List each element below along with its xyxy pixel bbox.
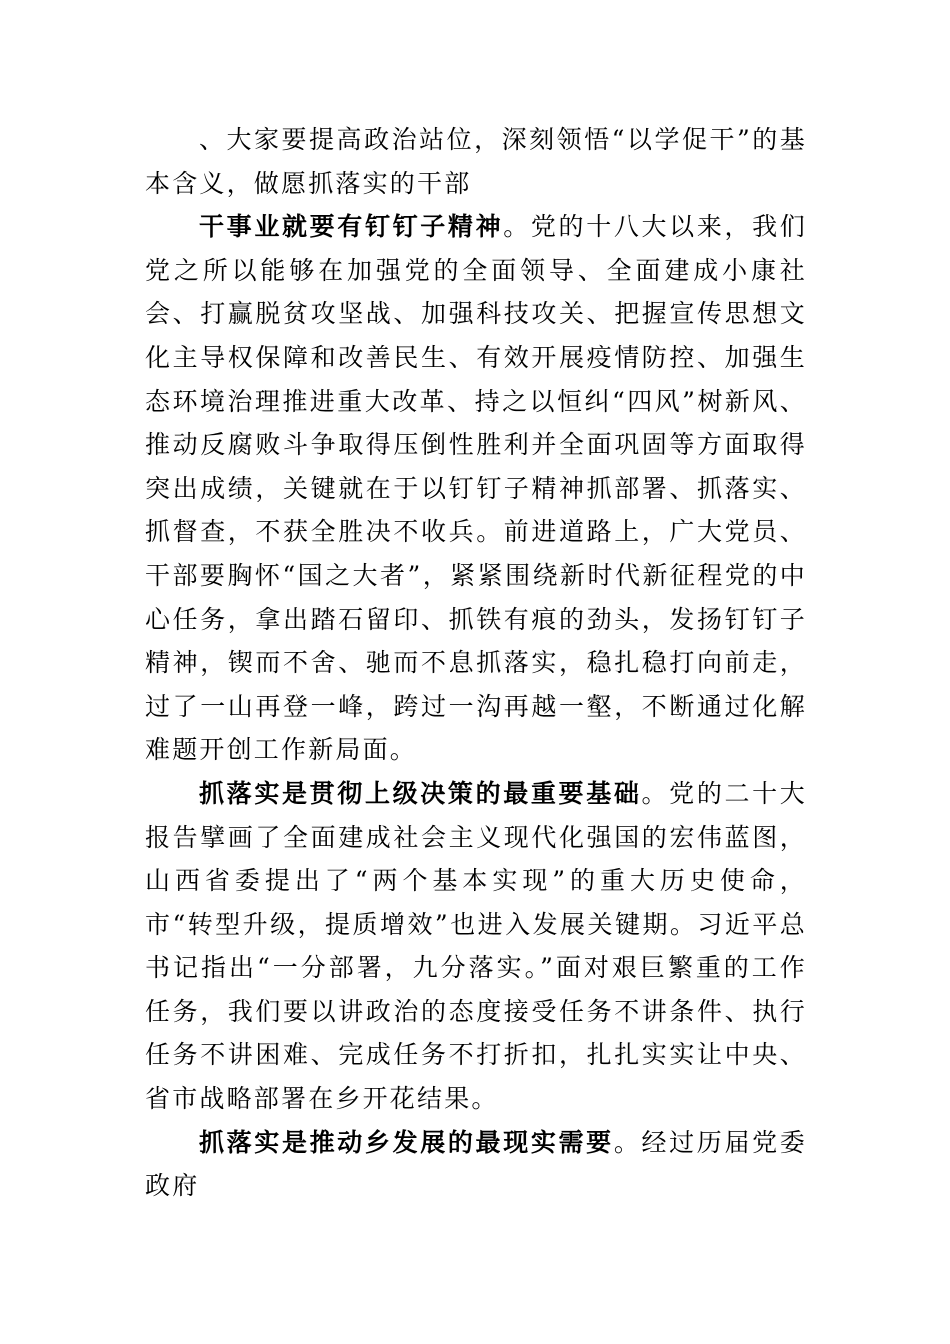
- paragraph-text: 。党的十八大以来，我们党之所以能够在加强党的全面领导、全面建成小康社会、打赢脱贫攻坚战、加强科技攻关、把握宣传思想文化主导权保障和改善民生、有效开展疫情防控、加强生态环境治理推进重大改革、持之以恒纠“四风”树新风、推动反腐败斗争取得压倒性胜利并全面巩固等方面取得突出成绩，关键就在于以钉钉子精神抓部署、抓落实、抓督查，不获全胜决不收兵。前进道路上，广大党员、干部要胸怀“国之大者”，紧紧围绕新时代新征程党的中心任务，拿出踏石留印、抓铁有痕的劲头，发扬钉钉子精神，锲而不舍、驰而不息抓落实，稳扎稳打向前走，过了一山再登一峰，跨过一沟再越一壑，不断通过化解难题开创工作新局面。: [145, 212, 808, 765]
- paragraph-heading: 抓落实是贯彻上级决策的最重要基础: [199, 778, 642, 808]
- paragraph-text: 、大家要提高政治站位，深刻领悟“以学促干”的基本含义，做愿抓落实的干部: [145, 125, 807, 198]
- paragraph-text: 。党的二十大报告擘画了全面建成社会主义现代化强国的宏伟蓝图，山西省委提出了“两个基本实现”的重大历史使命，市“转型升级，提质增效”也进入发展关键期。习近平总书记指出“一分部署，九分落实。”面对艰巨繁重的工作任务，我们要以讲政治的态度接受任务不讲条件、执行任务不讲困难、完成任务不打折扣，扎扎实实让中央、省市战略部署在乡开花结果。: [145, 778, 808, 1114]
- paragraph-nail-spirit: [145, 205, 807, 772]
- paragraph-intro: [145, 118, 807, 205]
- document-body: [145, 118, 807, 1208]
- paragraph-heading: 抓落实是推动乡发展的最现实需要: [199, 1127, 614, 1157]
- paragraph-heading: 干事业就要有钉钉子精神: [199, 212, 504, 242]
- paragraph-text: 。经过历届党委政府: [145, 1127, 807, 1201]
- paragraph-implementation-foundation: [145, 772, 807, 1121]
- paragraph-development-need: [145, 1121, 807, 1208]
